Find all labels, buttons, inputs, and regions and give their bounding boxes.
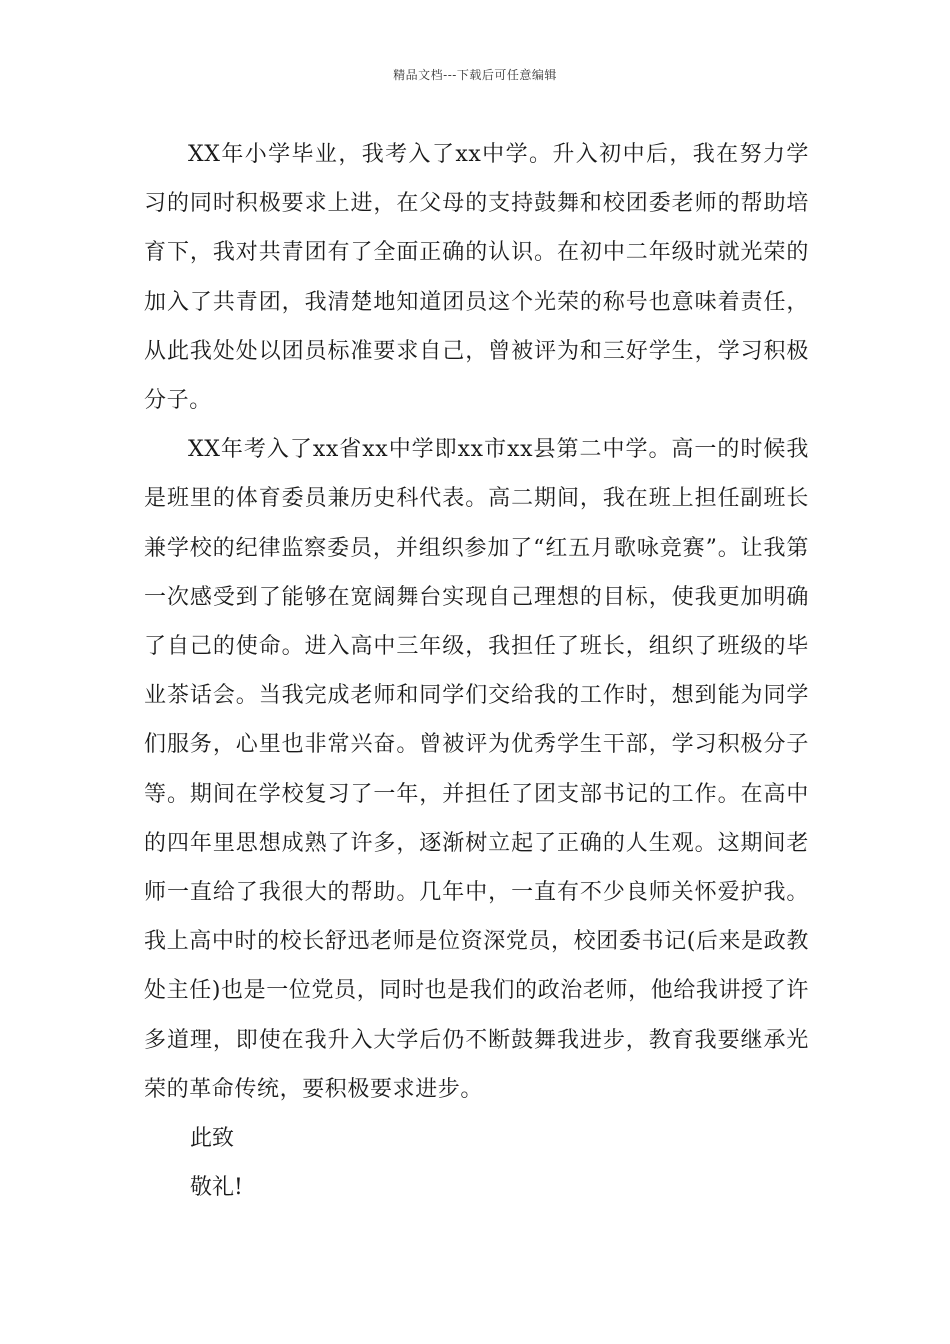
paragraph-junior-school: XX年小学毕业，我考入了xx中学。升入初中后，我在努力学习的同时积极要求上进，在父母的支持鼓舞和校团委老师的帮助培育下，我对共青团有了全面正确的认识。在初中二年级时就光荣的加入了共青团，我清楚地知道团员这个光荣的称号也意味着责任，从此我处处以团员标准要求自己，曾被评为和三好学生，学习积极分子。	[144, 142, 809, 414]
paragraph-high-school: XX年考入了xx省xx中学即xx市xx县第二中学。高一的时候我是班里的体育委员兼历史科代表。高二期间，我在班上担任副班长兼学校的纪律监察委员，并组织参加了“红五月歌咏竞赛”。让我第一次感受到了能够在宽阔舞台实现自己理想的目标，使我更加明确了自己的使命。进入高中三年级，我担任了班长，组织了班级的毕业茶话会。当我完成老师和同学们交给我的工作时，想到能为同学们服务，心里也非常兴奋。曾被评为优秀学生干部，学习积极分子等。期间在学校复习了一年，并担任了团支部书记的工作。在高中的四年里思想成熟了许多，逐渐树立起了正确的人生观。这期间老师一直给了我很大的帮助。几年中，一直有不少良师关怀爱护我。我上高中时的校长舒迅老师是位资深党员，校团委书记(后来是政教处主任)也是一位党员，同时也是我们的政治老师，他给我讲授了许多道理，即使在我升入大学后仍不断鼓舞我进步，教育我要继承光荣的革命传统，要积极要求进步。	[144, 437, 809, 1102]
document-body	[144, 130, 809, 1212]
closing-salutation: 此致	[190, 1126, 235, 1152]
page-header: 精品文档---下载后可任意编辑	[393, 68, 557, 82]
closing-regards: 敬礼!	[190, 1175, 243, 1201]
